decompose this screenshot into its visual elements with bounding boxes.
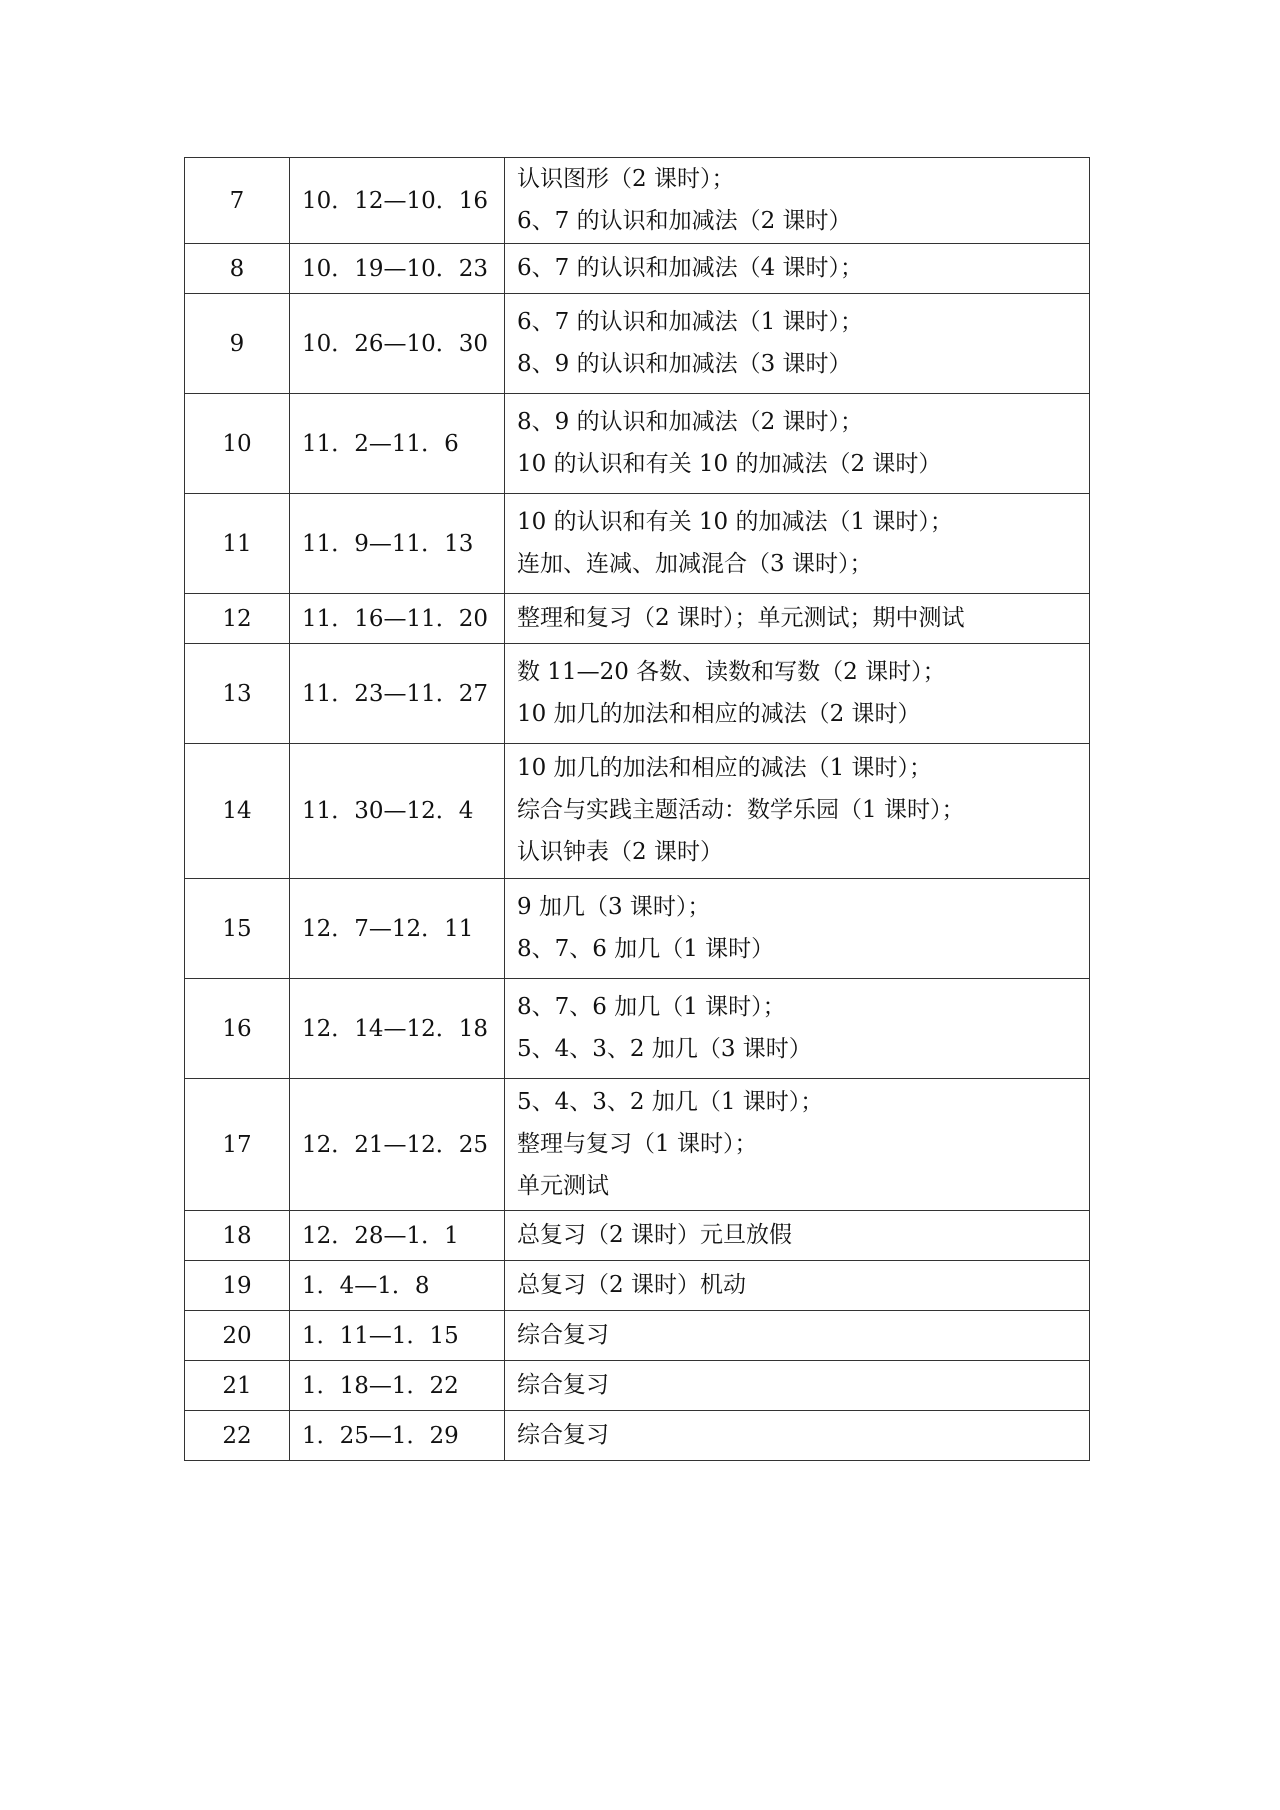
table-row — [185, 879, 1090, 979]
table-row — [185, 744, 1090, 879]
content-cell — [505, 1411, 1090, 1461]
content-line: 单元测试 — [517, 1172, 609, 1199]
content-line: 综合与实践主题活动：数学乐园（1 课时）； — [517, 797, 965, 823]
week-cell: 14 — [185, 744, 290, 879]
week-cell: 7 — [185, 158, 290, 244]
date-range-cell: 12．28—1．1 — [290, 1211, 505, 1261]
date-range-cell: 11．23—11．27 — [290, 644, 505, 744]
date-range-cell: 10．19—10．23 — [290, 244, 505, 294]
schedule-table — [184, 157, 1090, 1461]
week-cell: 22 — [185, 1411, 290, 1461]
content-line: 10 加几的加法和相应的减法（2 课时） — [517, 700, 921, 727]
table-row — [185, 979, 1090, 1079]
date-range-cell: 12．21—12．25 — [290, 1079, 505, 1211]
week-cell: 21 — [185, 1361, 290, 1411]
content-line: 5、4、3、2 加几（3 课时） — [517, 1035, 812, 1062]
date-range-cell: 11．16—11．20 — [290, 594, 505, 644]
content-line: 5、4、3、2 加几（1 课时）； — [517, 1088, 824, 1115]
content-cell — [505, 1261, 1090, 1311]
week-cell: 17 — [185, 1079, 290, 1211]
content-line: 8、7、6 加几（1 课时） — [517, 935, 775, 962]
content-cell — [505, 244, 1090, 294]
table-row — [185, 158, 1090, 244]
date-range-cell: 12．7—12．11 — [290, 879, 505, 979]
date-range-cell: 10．12—10．16 — [290, 158, 505, 244]
table-row — [185, 394, 1090, 494]
week-cell: 16 — [185, 979, 290, 1079]
content-cell — [505, 879, 1090, 979]
table-row — [185, 1311, 1090, 1361]
content-line: 认识钟表（2 课时） — [517, 839, 723, 865]
content-cell — [505, 494, 1090, 594]
date-range-cell: 11．30—12．4 — [290, 744, 505, 879]
date-range-cell: 1．4—1．8 — [290, 1261, 505, 1311]
content-cell — [505, 1361, 1090, 1411]
date-range-cell: 1．18—1．22 — [290, 1361, 505, 1411]
table-row — [185, 244, 1090, 294]
week-cell: 15 — [185, 879, 290, 979]
content-line: 综合复习 — [517, 1371, 609, 1398]
date-range-cell: 12．14—12．18 — [290, 979, 505, 1079]
table-row — [185, 594, 1090, 644]
date-range-cell: 1．25—1．29 — [290, 1411, 505, 1461]
content-line: 6、7 的认识和加减法（1 课时）； — [517, 308, 864, 335]
table-row — [185, 494, 1090, 594]
content-cell — [505, 394, 1090, 494]
week-cell: 19 — [185, 1261, 290, 1311]
content-cell — [505, 294, 1090, 394]
date-range-cell: 1．11—1．15 — [290, 1311, 505, 1361]
week-cell: 20 — [185, 1311, 290, 1361]
date-range-cell: 11．2—11．6 — [290, 394, 505, 494]
content-cell — [505, 1311, 1090, 1361]
content-line: 总复习（2 课时）机动 — [517, 1271, 746, 1298]
week-cell: 10 — [185, 394, 290, 494]
content-line: 整理和复习（2 课时）；单元测试；期中测试 — [517, 604, 965, 631]
content-cell — [505, 1079, 1090, 1211]
content-line: 9 加几（3 课时）； — [517, 893, 711, 920]
content-line: 8、9 的认识和加减法（2 课时）； — [517, 408, 864, 435]
content-line: 连加、连减、加减混合（3 课时）； — [517, 550, 873, 577]
content-cell — [505, 1211, 1090, 1261]
week-cell: 8 — [185, 244, 290, 294]
content-cell — [505, 979, 1090, 1079]
content-line: 综合复习 — [517, 1421, 609, 1448]
content-line: 8、7、6 加几（1 课时）； — [517, 993, 786, 1020]
table-row — [185, 1411, 1090, 1461]
table-row — [185, 294, 1090, 394]
content-cell — [505, 744, 1090, 879]
content-line: 6、7 的认识和加减法（2 课时） — [517, 207, 852, 234]
table-row — [185, 1361, 1090, 1411]
content-cell — [505, 594, 1090, 644]
content-line: 认识图形（2 课时）； — [517, 165, 735, 192]
table-row — [185, 644, 1090, 744]
content-cell — [505, 644, 1090, 744]
table-row — [185, 1211, 1090, 1261]
week-cell: 9 — [185, 294, 290, 394]
week-cell: 12 — [185, 594, 290, 644]
content-line: 数 11—20 各数、读数和写数（2 课时）； — [517, 658, 946, 685]
table-row — [185, 1079, 1090, 1211]
table-row — [185, 1261, 1090, 1311]
content-line: 10 的认识和有关 10 的加减法（2 课时） — [517, 450, 942, 477]
content-line: 6、7 的认识和加减法（4 课时）； — [517, 254, 864, 281]
date-range-cell: 10．26—10．30 — [290, 294, 505, 394]
content-cell — [505, 158, 1090, 244]
week-cell: 13 — [185, 644, 290, 744]
week-cell: 11 — [185, 494, 290, 594]
content-line: 10 的认识和有关 10 的加减法（1 课时）； — [517, 508, 953, 535]
week-cell: 18 — [185, 1211, 290, 1261]
content-line: 8、9 的认识和加减法（3 课时） — [517, 350, 852, 377]
content-line: 10 加几的加法和相应的减法（1 课时）； — [517, 755, 933, 781]
date-range-cell: 11．9—11．13 — [290, 494, 505, 594]
content-line: 综合复习 — [517, 1321, 609, 1348]
content-line: 总复习（2 课时）元旦放假 — [517, 1221, 792, 1248]
content-line: 整理与复习（1 课时）； — [517, 1130, 758, 1157]
